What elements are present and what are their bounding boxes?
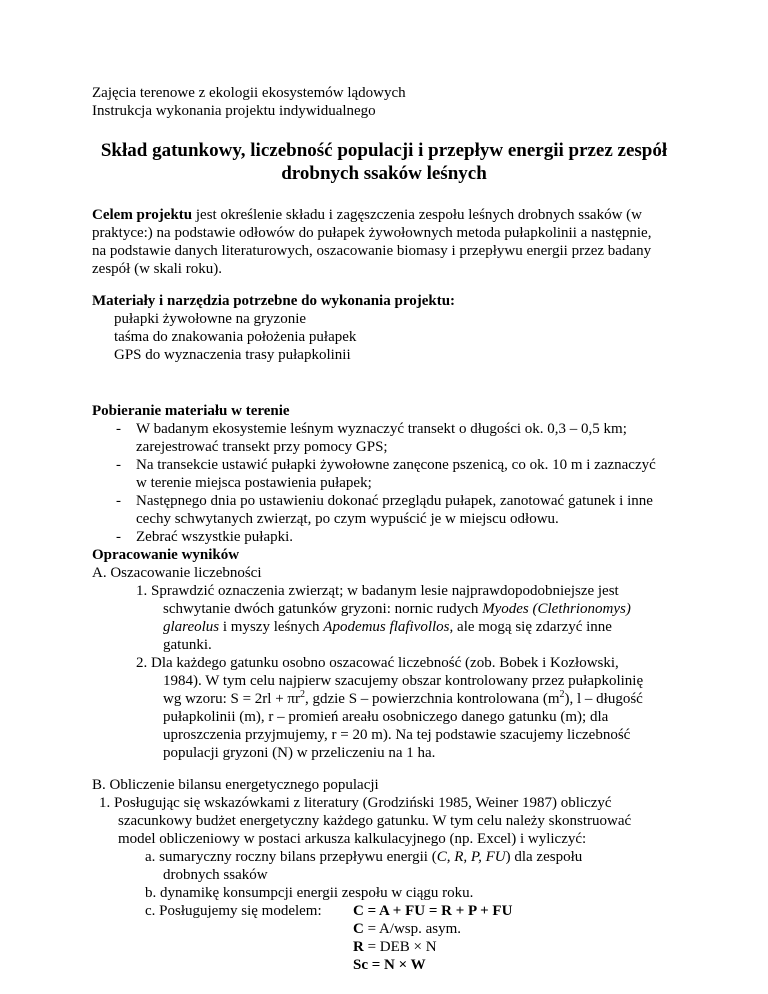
bullet-dash: -: [116, 421, 121, 437]
a2-line-6: populacji gryzoni (N) w przeliczeniu na 1 ha.: [163, 745, 436, 761]
species-name: Myodes (Clethrionomys): [482, 601, 631, 617]
ba-line-1: [145, 848, 582, 866]
sampling-heading: Pobieranie materiału w terenie: [92, 403, 290, 419]
a2-line-1: 2. Dla każdego gatunku osobno oszacować liczebność (zob. Bobek i Kozłowski,: [136, 655, 619, 671]
sampling-step-2-cont: w terenie miejsca postawienia pułapek;: [136, 475, 372, 491]
instruction-subtitle: Instrukcja wykonania projektu indywidualnego: [92, 103, 376, 119]
superscript: 2: [559, 689, 565, 700]
materials-item: GPS do wyznaczenia trasy pułapkolinii: [114, 347, 351, 363]
intro-rest: jest określenie składu i zagęszczenia zespołu leśnych drobnych ssaków (w: [192, 207, 642, 223]
superscript: 2: [299, 689, 305, 700]
model-symbol: C: [353, 921, 364, 937]
results-heading: Opracowanie wyników: [92, 547, 240, 563]
title-line-1: Skład gatunkowy, liczebność populacji i przepływ energii przez zespół: [100, 140, 668, 161]
sampling-step-3-cont: cechy schwytanych zwierząt, po czym wypuścić je w miejscu odłowu.: [136, 511, 559, 527]
bb-line: b. dynamikę konsumpcji energii zespołu w ciągu roku.: [145, 885, 474, 901]
a1-line-3: [163, 618, 612, 636]
course-name: Zajęcia terenowe z ekologii ekosystemów lądowych: [92, 85, 406, 101]
model-equation-4: Sc = N × W: [353, 957, 426, 973]
materials-heading: Materiały i narzędzia potrzebne do wykonania projektu:: [92, 293, 456, 309]
a2-line-3: [163, 690, 643, 708]
formula-text: ), l – długość: [564, 691, 643, 707]
model-symbol: R: [353, 939, 364, 955]
bc-line: c. Posługujemy się modelem:: [145, 903, 322, 919]
sampling-step-1-cont: zarejestrować transekt przy pomocy GPS;: [136, 439, 388, 455]
bullet-dash: -: [116, 493, 121, 509]
bullet-dash: -: [116, 529, 121, 545]
materials-item: taśma do znakowania położenia pułapek: [114, 329, 357, 345]
model-equation-2: [353, 920, 461, 938]
ba-text: ) dla zespołu: [505, 849, 583, 865]
bullet-dash: -: [116, 457, 121, 473]
intro-line-1: [92, 206, 642, 224]
b1-line-2: szacunkowy budżet energetyczny każdego gatunku. W tym celu należy skonstruować: [118, 813, 632, 829]
model-equation-3: [353, 938, 437, 956]
intro-line-4: zespół (w skali roku).: [92, 261, 222, 277]
materials-item: pułapki żywołowne na gryzonie: [114, 311, 307, 327]
ba-line-2: drobnych ssaków: [163, 867, 268, 883]
formula-text: wg wzoru: S = 2rl + πr: [163, 691, 300, 707]
intro-bold: Celem projektu: [92, 207, 193, 223]
section-a-heading: A. Oszacowanie liczebności: [92, 565, 262, 581]
a2-line-5: uproszczenia przyjmujemy, r = 20 m). Na tej podstawie szacujemy liczebność: [163, 727, 631, 743]
sampling-step-4: Zebrać wszystkie pułapki.: [136, 529, 294, 545]
b1-line-1: 1. Posługując się wskazówkami z literatury (Grodziński 1985, Weiner 1987) obliczyć: [99, 795, 612, 811]
intro-line-2: praktyce:) na podstawie odłowów do pułapek żywołownych metoda pułapkolinii a następnie,: [92, 225, 652, 241]
sampling-step-3: Następnego dnia po ustawieniu dokonać przeglądu pułapek, zanotować gatunek i inne: [136, 493, 653, 509]
formula-text: , gdzie S – powierzchnia kontrolowana (m: [304, 691, 560, 707]
a1-line-2: [163, 600, 631, 618]
model-text: = DEB × N: [363, 939, 437, 955]
sampling-step-2: Na transekcie ustawić pułapki żywołowne zanęcone pszenicą, co ok. 10 m i zaznaczyć: [136, 457, 656, 473]
sampling-step-1: W badanym ekosystemie leśnym wyznaczyć transekt o długości ok. 0,3 – 0,5 km;: [136, 421, 627, 437]
a1-text: i myszy leśnych: [219, 619, 324, 635]
section-b-heading: B. Obliczenie bilansu energetycznego populacji: [92, 777, 379, 793]
intro-line-3: na podstawie danych literaturowych, oszacowanie biomasy i przepływu energii przez badany: [92, 243, 652, 259]
a1-text: ale mogą się zdarzyć inne: [453, 619, 612, 635]
ba-italic: C, R, P, FU: [436, 849, 506, 865]
a2-line-2: 1984). W tym celu najpierw szacujemy obszar kontrolowany przez pułapkolinię: [163, 673, 644, 689]
ba-text: a. sumaryczny roczny bilans przepływu energii (: [145, 849, 437, 865]
species-name: Apodemus flafivollos,: [323, 619, 454, 635]
model-text: = A/wsp. asym.: [363, 921, 462, 937]
species-name: glareolus: [163, 619, 220, 635]
model-equation-1: C = A + FU = R + P + FU: [353, 903, 513, 919]
a2-line-4: pułapkolinii (m), r – promień areału osobniczego danego gatunku (m); dla: [163, 709, 609, 725]
a1-line-1: 1. Sprawdzić oznaczenia zwierząt; w badanym lesie najprawdopodobniejsze jest: [136, 583, 619, 599]
title-line-2: drobnych ssaków leśnych: [281, 163, 487, 184]
b1-line-3: model obliczeniowy w postaci arkusza kalkulacyjnego (np. Excel) i wyliczyć:: [118, 831, 587, 847]
a1-text: schwytanie dwóch gatunków gryzoni: nornic rudych: [163, 601, 483, 617]
a1-line-4: gatunki.: [163, 637, 212, 653]
